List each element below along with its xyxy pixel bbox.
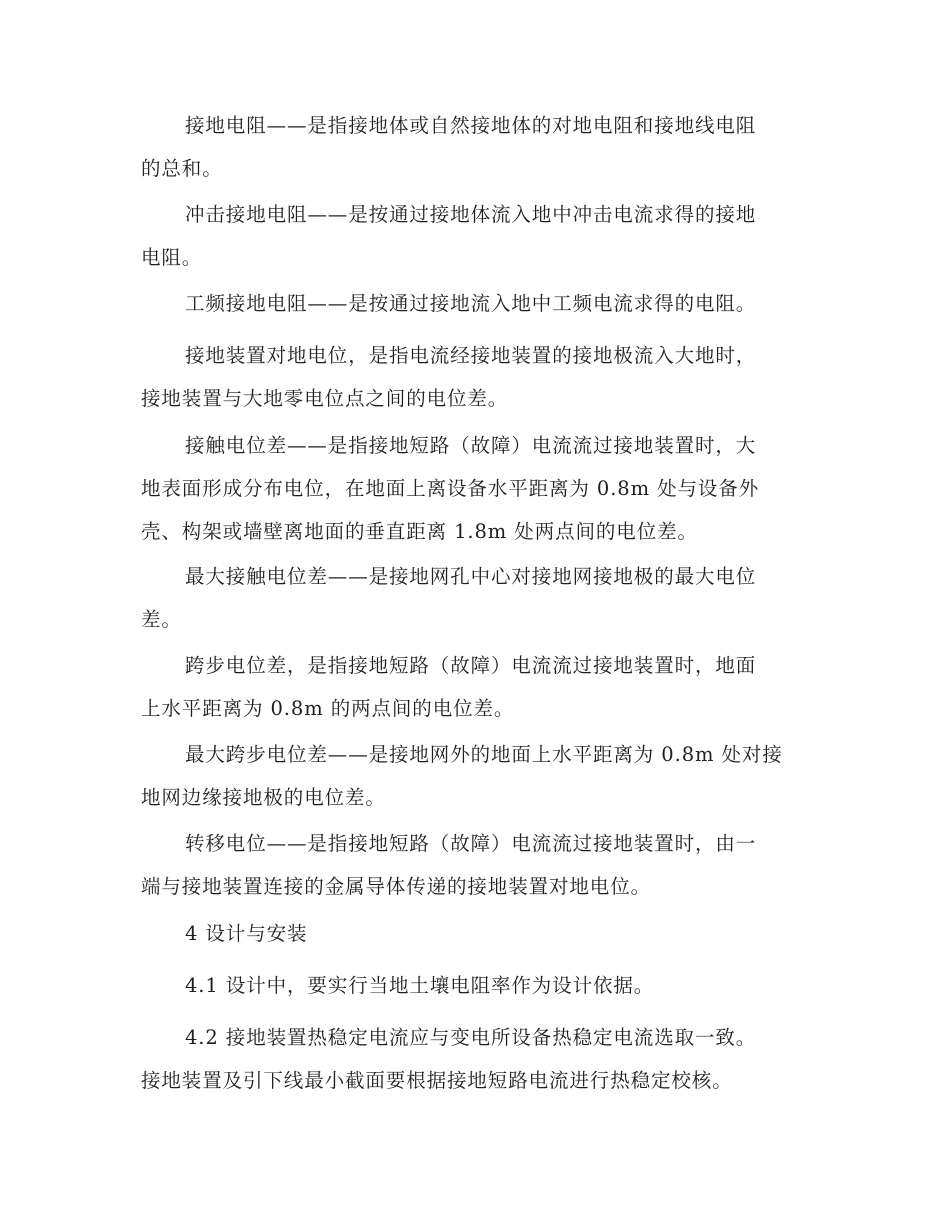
paragraph-max-touch-voltage bbox=[141, 555, 807, 641]
paragraph-grounding-resistance bbox=[141, 104, 807, 190]
text-line: 差。 bbox=[141, 608, 182, 631]
paragraph-transferred-potential bbox=[141, 822, 807, 908]
text-line: 4 设计与安装 bbox=[185, 922, 308, 945]
text-line: 冲击接地电阻——是按通过接地体流入地中冲击电流求得的接地 bbox=[185, 203, 757, 226]
text-line: 接地装置与大地零电位点之间的电位差。 bbox=[141, 387, 509, 410]
text-line: 4.1 设计中，要实行当地土壤电阻率作为设计依据。 bbox=[185, 974, 655, 997]
paragraph-impulse-grounding-resistance bbox=[141, 193, 807, 279]
text-line: 的总和。 bbox=[141, 157, 223, 180]
text-line: 4.2 接地装置热稳定电流应与变电所设备热稳定电流选取一致。 bbox=[185, 1026, 757, 1049]
section-heading-design-installation bbox=[141, 912, 807, 955]
text-line: 接地装置对地电位，是指电流经接地装置的接地极流入大地时， bbox=[185, 344, 757, 367]
paragraph-power-frequency-grounding-resistance bbox=[141, 282, 807, 325]
paragraph-step-voltage bbox=[141, 644, 807, 730]
text-line: 工频接地电阻——是按通过接地流入地中工频电流求得的电阻。 bbox=[185, 292, 757, 315]
text-line: 跨步电位差，是指接地短路（故障）电流流过接地装置时，地面 bbox=[185, 654, 757, 677]
clause-4-1 bbox=[141, 964, 807, 1007]
text-line: 上水平距离为 0.8m 的两点间的电位差。 bbox=[141, 697, 515, 720]
text-line: 电阻。 bbox=[141, 246, 203, 269]
text-line: 地表面形成分布电位，在地面上离设备水平距离为 0.8m 处与设备外 bbox=[141, 477, 760, 500]
paragraph-ground-potential bbox=[141, 334, 807, 420]
text-line: 最大接触电位差——是接地网孔中心对接地网接地极的最大电位 bbox=[185, 565, 757, 588]
text-line: 接触电位差——是指接地短路（故障）电流流过接地装置时，大 bbox=[185, 434, 757, 457]
text-line: 地网边缘接地极的电位差。 bbox=[141, 786, 386, 809]
text-line: 转移电位——是指接地短路（故障）电流流过接地装置时，由一 bbox=[185, 832, 757, 855]
clause-4-2 bbox=[141, 1016, 807, 1102]
text-line: 接地装置及引下线最小截面要根据接地短路电流进行热稳定校核。 bbox=[141, 1069, 733, 1092]
text-line: 壳、构架或墙壁离地面的垂直距离 1.8m 处两点间的电位差。 bbox=[141, 520, 698, 543]
paragraph-touch-voltage bbox=[141, 424, 807, 553]
paragraph-max-step-voltage bbox=[141, 733, 807, 819]
text-line: 接地电阻——是指接地体或自然接地体的对地电阻和接地线电阻 bbox=[185, 114, 757, 137]
text-line: 最大跨步电位差——是接地网外的地面上水平距离为 0.8m 处对接 bbox=[185, 743, 783, 766]
text-line: 端与接地装置连接的金属导体传递的接地装置对地电位。 bbox=[141, 875, 652, 898]
